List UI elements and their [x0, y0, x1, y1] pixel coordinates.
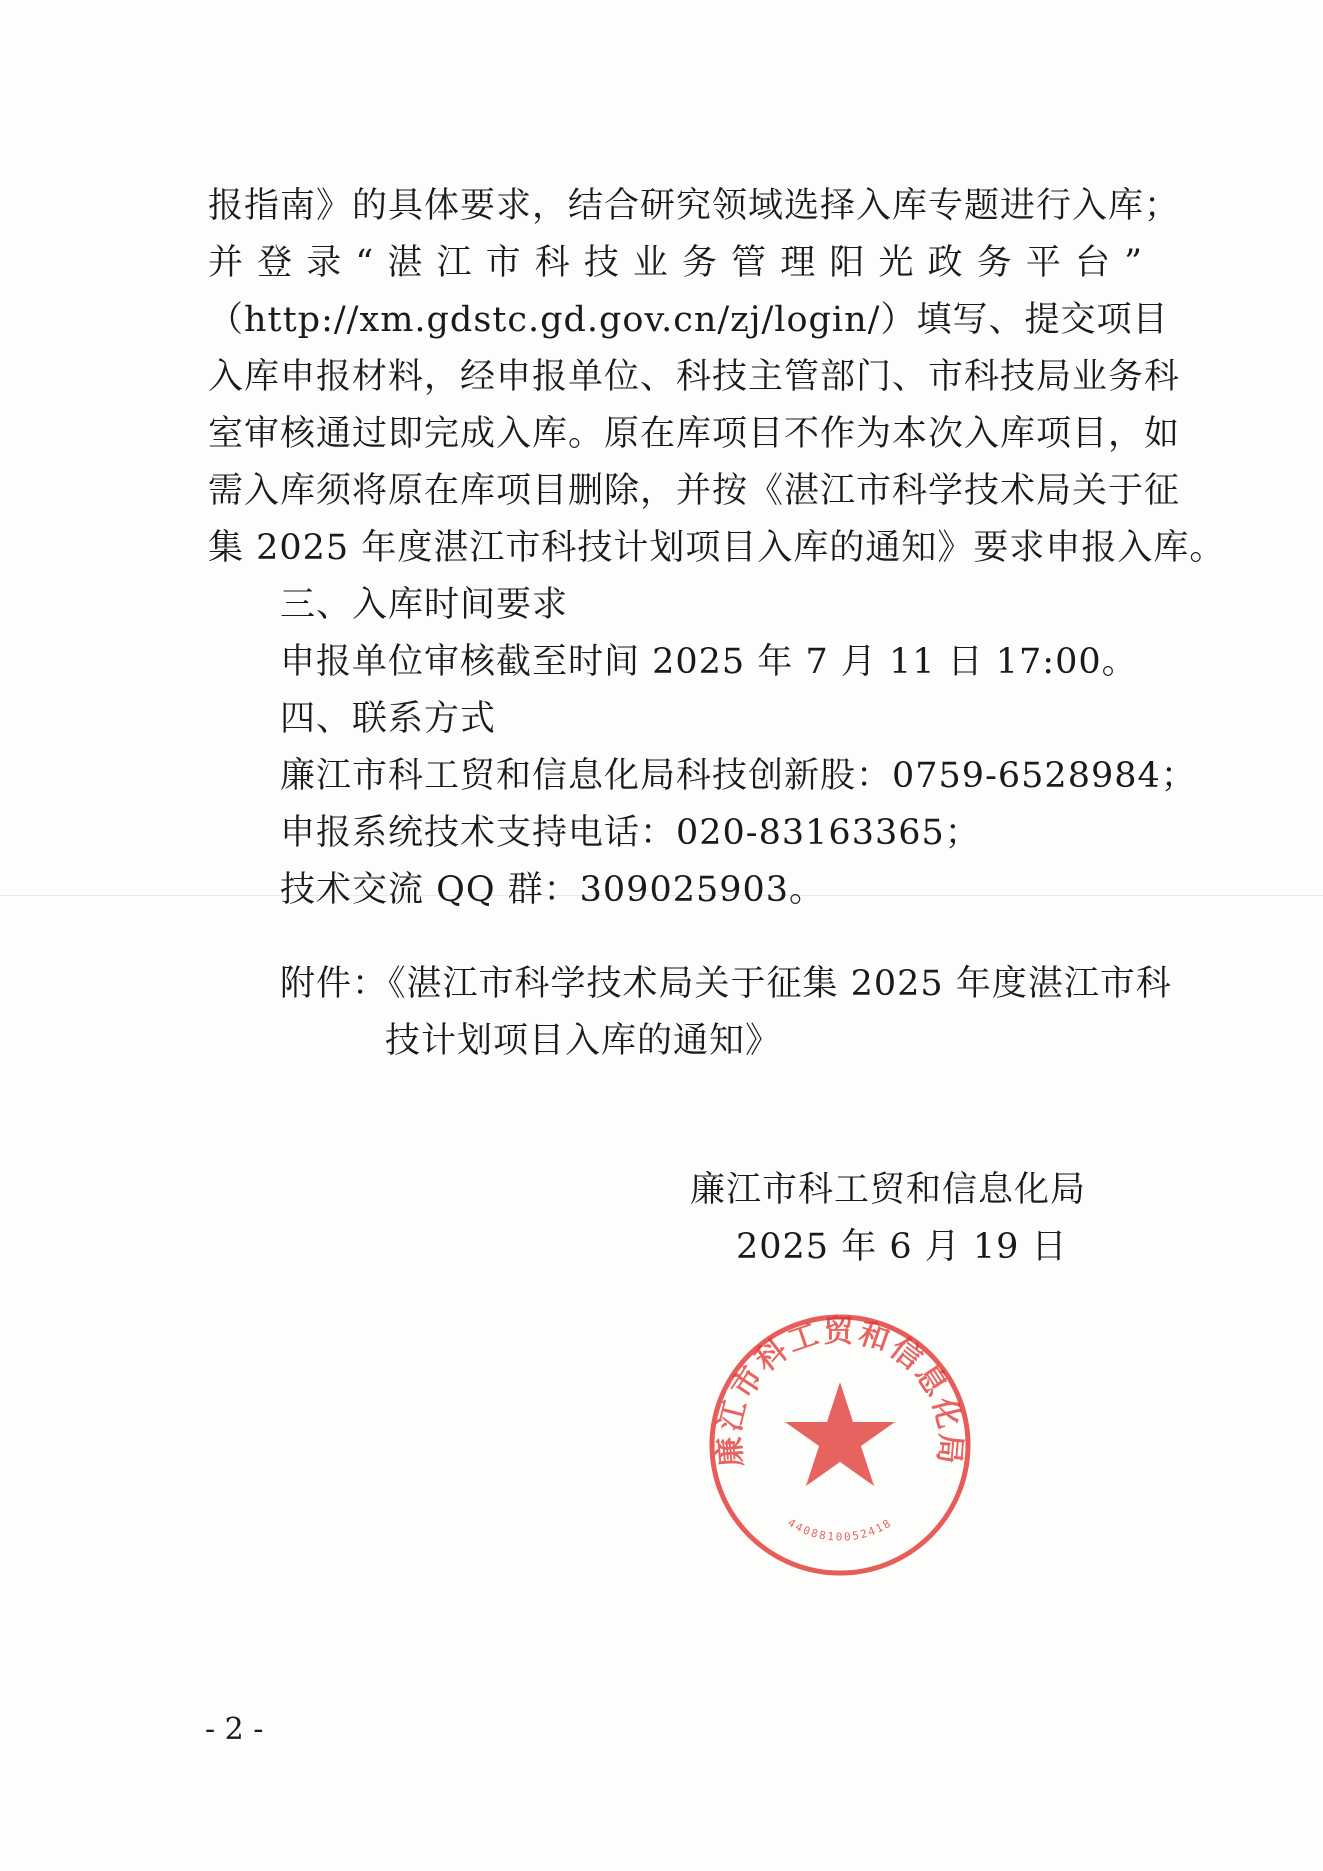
body-line-2: 并登录“湛江市科技业务管理阳光政务平台”	[208, 243, 1143, 283]
svg-text:4408810052418: 4408810052418	[785, 1516, 895, 1544]
official-seal-stamp	[705, 1310, 975, 1580]
signature-org: 廉江市科工贸和信息化局	[690, 1170, 1087, 1210]
body-line-6: 需入库须将原在库项目删除，并按《湛江市科学技术局关于征	[208, 471, 1181, 511]
page-number: - 2 -	[205, 1712, 264, 1747]
section-4-title: 四、联系方式	[280, 699, 497, 739]
body-line-5: 室审核通过即完成入库。原在库项目不作为本次入库项目，如	[208, 414, 1181, 454]
body-line-3: （http://xm.gdstc.gd.gov.cn/zj/login/）填写、提交项目	[208, 300, 1169, 340]
attachment-line-2: 技计划项目入库的通知》	[385, 1021, 782, 1061]
contact-line-2: 申报系统技术支持电话：020-83163365；	[280, 813, 981, 853]
seal-star-icon	[785, 1382, 895, 1486]
body-line-7: 集 2025 年度湛江市科技计划项目入库的通知》要求申报入库。	[208, 528, 1226, 568]
signature-date: 2025 年 6 月 19 日	[736, 1227, 1068, 1267]
section-3-title: 三、入库时间要求	[280, 585, 569, 625]
contact-line-1: 廉江市科工贸和信息化局科技创新股：0759-6528984；	[280, 756, 1197, 796]
section-3-text: 申报单位审核截至时间 2025 年 7 月 11 日 17:00。	[280, 642, 1138, 682]
svg-text:廉江市科工贸和信息化局: 廉江市科工贸和信息化局	[712, 1314, 968, 1469]
body-line-1: 报指南》的具体要求，结合研究领域选择入库专题进行入库；	[208, 186, 1181, 226]
contact-line-3: 技术交流 QQ 群：309025903。	[280, 870, 826, 910]
attachment-line-1: 附件：《湛江市科学技术局关于征集 2025 年度湛江市科	[280, 964, 1172, 1004]
body-line-4: 入库申报材料，经申报单位、科技主管部门、市科技局业务科	[208, 357, 1181, 397]
